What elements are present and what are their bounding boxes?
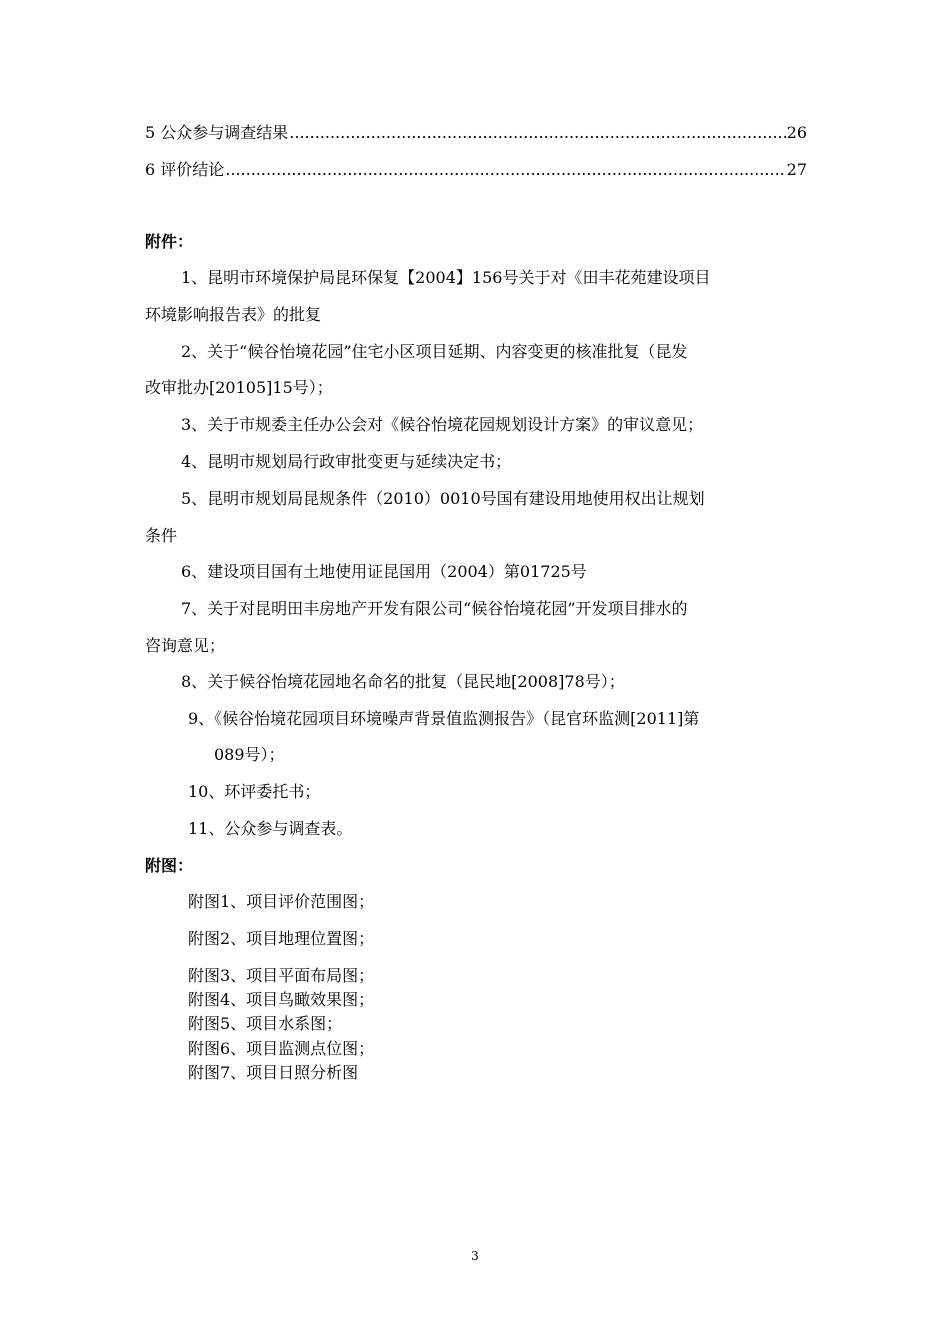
toc-entry-title: 5 公众参与调查结果 — [145, 123, 289, 142]
figure-item: 附图1、项目评价范围图； — [188, 892, 375, 911]
figure-item: 附图7、项目日照分析图 — [188, 1063, 359, 1082]
toc-entry[interactable] — [145, 160, 807, 180]
attachment-item-line: 4、昆明市规划局行政审批变更与延续决定书； — [181, 452, 512, 471]
toc-leader-dots — [289, 123, 785, 143]
attachment-item-line: 5、昆明市规划局昆规条件（2010）0010号国有建设用地使用权出让规划 — [181, 489, 705, 508]
toc-entry-page: 26 — [786, 123, 807, 142]
attachment-item-line: 2、关于“候谷怡境花园”住宅小区项目延期、内容变更的核准批复（昆发 — [181, 342, 688, 361]
attachment-item-line: 1、昆明市环境保护局昆环保复【2004】156号关于对《田丰花苑建设项目 — [181, 268, 711, 287]
attachment-item-line: 8、关于候谷怡境花园地名命名的批复（昆民地[2008]78号）； — [181, 672, 625, 691]
attachment-item-line: 条件 — [145, 526, 178, 545]
attachment-item-line: 咨询意见； — [145, 636, 226, 655]
attachment-item-line: 7、关于对昆明田丰房地产开发有限公司“候谷怡境花园”开发项目排水的 — [181, 599, 688, 618]
figure-item: 附图6、项目监测点位图； — [188, 1039, 375, 1058]
toc-leader-dots — [225, 160, 785, 180]
attachments-heading: 附件： — [145, 232, 194, 251]
attachment-item-line: 环境影响报告表》的批复 — [145, 305, 322, 324]
attachment-item-line: 11、公众参与调查表。 — [188, 819, 353, 838]
attachment-item-line: 10、环评委托书； — [188, 782, 321, 801]
figure-item: 附图3、项目平面布局图； — [188, 966, 375, 985]
toc-entry[interactable] — [145, 123, 807, 143]
attachment-item-line: 9、《候谷怡境花园项目环境噪声背景值监测报告》（昆官环监测[2011]第 — [188, 709, 700, 728]
toc-entry-title: 6 评价结论 — [145, 160, 225, 179]
page-number: 3 — [471, 1249, 479, 1263]
figure-item: 附图2、项目地理位置图； — [188, 929, 375, 948]
toc-entry-page: 27 — [786, 160, 807, 179]
figure-item: 附图4、项目鸟瞰效果图； — [188, 990, 375, 1009]
figure-item: 附图5、项目水系图； — [188, 1014, 343, 1033]
figures-heading: 附图： — [145, 856, 194, 875]
attachment-item-line: 089号）； — [214, 745, 285, 764]
attachment-item-line: 改审批办[20105]15号）； — [145, 378, 333, 397]
attachment-item-line: 6、建设项目国有土地使用证昆国用（2004）第01725号 — [181, 562, 587, 581]
attachment-item-line: 3、关于市规委主任办公会对《候谷怡境花园规划设计方案》的审议意见； — [181, 415, 704, 434]
